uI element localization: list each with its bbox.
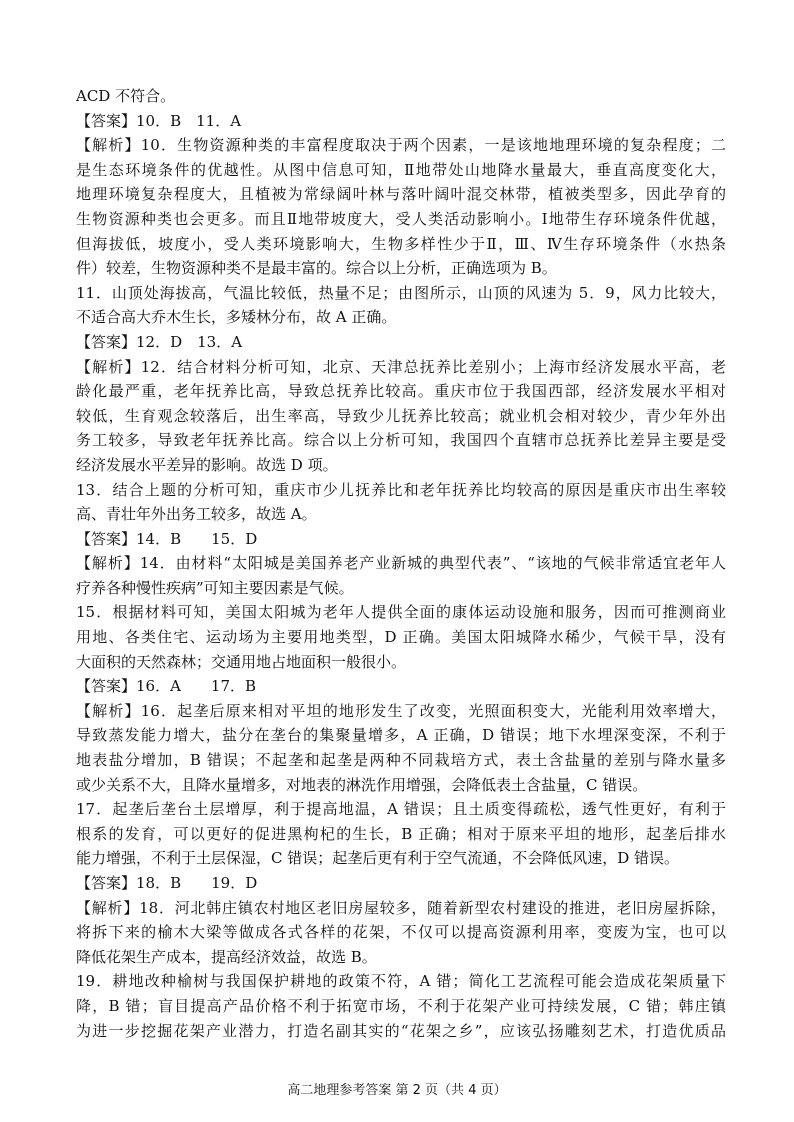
text-line: 【答案】10．B 11．A [76, 111, 242, 130]
text-line: 务工较多，导致老年抚养比高。综合以上分析可知，我国四个直辖市总抚养比差异主要是受 [76, 431, 726, 450]
text-line: 是生态环境条件的优越性。从图中信息可知，Ⅱ地带处山地降水量最大，垂直高度变化大， [76, 160, 726, 179]
text-line: 为进一步挖掘花架产业潜力，打造名副其实的“花架之乡”，应该弘扬雕刻艺术，打造优质品 [76, 1021, 726, 1040]
page-footer: 高二地理参考答案 第 2 页（共 4 页） [287, 1083, 507, 1098]
text-line: 导致蒸发能力增大，盐分在垄台的集聚量增多，A 正确，D 错误；地下水埋深变深，不利于 [76, 726, 726, 745]
text-line: 【答案】14．B 15．D [76, 529, 258, 548]
text-line: 件）较差，生物资源种类不是最丰富的。综合以上分析，正确选项为 B。 [76, 259, 557, 278]
text-line: 降低花架生产成本，提高经济效益，故选 B。 [76, 947, 377, 966]
text-line: 【解析】10．生物资源种类的丰富程度取决于两个因素，一是该地地理环境的复杂程度；二 [76, 136, 726, 155]
text-line: 11．山顶处海拔高，气温比较低，热量不足；由图所示，山顶的风速为 5．9，风力比较大， [76, 283, 726, 302]
text-line: 用地、各类住宅、运动场为主要用地类型，D 正确。美国太阳城降水稀少，气候干旱，没有 [76, 628, 726, 647]
text-line: 高、青壮年外出务工较多，故选 A。 [76, 505, 317, 524]
text-line: 能力增强，不利于土层保湿，C 错误；起垄后更有利于空气流通，不会降低风速，D 错误。 [76, 849, 680, 868]
text-line: 地表盐分增加，B 错误；不起垄和起垄是两种不同栽培方式，表土含盐量的差别与降水量多 [76, 751, 726, 770]
text-line: 【解析】18．河北韩庄镇农村地区老旧房屋较多，随着新型农村建设的推进，老旧房屋拆除， [76, 898, 726, 917]
text-line: 17．起垄后垄台土层增厚，利于提高地温，A 错误；且土质变得疏松，透气性更好，有利于 [76, 800, 726, 819]
text-line: 不适合高大乔木生长，多矮林分布，故 A 正确。 [76, 308, 397, 327]
text-line: 地理环境复杂程度大，且植被为常绿阔叶林与落叶阔叶混交林带，植被类型多，因此孕育的 [76, 185, 726, 204]
text-line: 疗养各种慢性疾病”可知主要因素是气候。 [76, 578, 354, 597]
text-line: 经济发展水平差异的影响。故选 D 项。 [76, 455, 338, 474]
text-line: 生物资源种类也会更多。而且Ⅱ地带坡度大，受人类活动影响小。Ⅰ地带生存环境条件优越， [76, 209, 726, 228]
text-line: 大面积的天然森林；交通用地占地面积一般很小。 [76, 652, 407, 671]
text-line: 降，B 错；盲目提高产品价格不利于拓宽市场，不利于花架产业可持续发展，C 错；韩庄镇 [76, 996, 726, 1015]
text-line: 较低，生育观念较落后，出生率高，导致少儿抚养比较高；就业机会相对较少，青少年外出 [76, 406, 726, 425]
text-line: 【答案】18．B 19．D [76, 874, 258, 892]
text-line: 或少关系不大，且降水量增多，对地表的淋洗作用增强，会降低表土含盐量，C 错误。 [76, 775, 648, 794]
text-line: 【答案】16．A 17．B [76, 677, 257, 696]
text-line: 将拆下来的榆木大梁等做成各式各样的花架，不仅可以提高资源利用率，变废为宝，也可以 [76, 923, 726, 942]
text-line: 15．根据材料可知，美国太阳城为老年人提供全面的康体运动设施和服务，因而可推测商业 [76, 603, 726, 622]
text-line: 【解析】12．结合材料分析可知，北京、天津总抚养比差别小；上海市经济发展水平高，老 [76, 357, 726, 376]
text-line: 【解析】14．由材料“太阳城是美国养老产业新城的典型代表”、“该地的气候非常适宜老年人 [76, 554, 726, 573]
text-line: 19．耕地改种榆树与我国保护耕地的政策不符，A 错；简化工艺流程可能会造成花架质量下 [76, 972, 726, 991]
text-line: 【答案】12．D 13．A [76, 332, 243, 351]
text-line: 根系的发育，可以更好的促进黑枸杞的生长，B 正确；相对于原来平坦的地形，起垄后排水 [76, 824, 726, 843]
text-line: 13．结合上题的分析可知，重庆市少儿抚养比和老年抚养比均较高的原因是重庆市出生率较 [76, 480, 726, 499]
answer-text-body [76, 84, 726, 1043]
text-line: 龄化最严重，老年抚养比高，导致总抚养比较高。重庆市位于我国西部，经济发展水平相对 [76, 382, 726, 401]
text-line: 【解析】16．起垄后原来相对平坦的地形发生了改变，光照面积变大，光能利用效率增大， [76, 701, 726, 720]
text-line: 但海拔低，坡度小，受人类环境影响大，生物多样性少于Ⅱ，Ⅲ、Ⅳ生存环境条件（水热条 [76, 234, 726, 253]
text-line: ACD 不符合。 [76, 87, 176, 105]
